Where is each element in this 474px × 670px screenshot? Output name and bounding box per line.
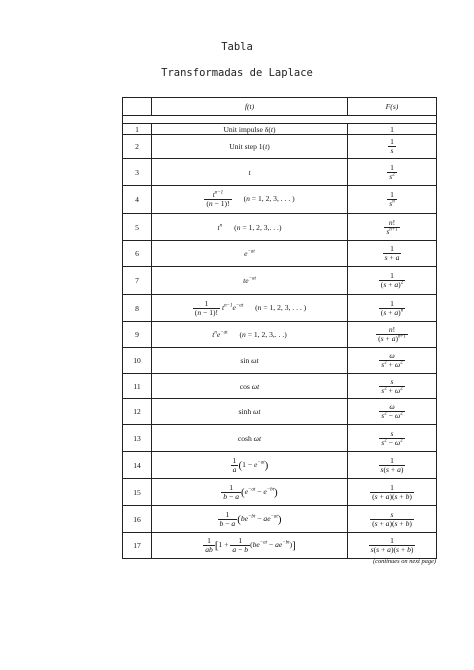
table-row: 13 cosh ωt $\frac{s}{s^2 - \omega^2}$ [123,425,437,452]
table-row: 14 $\frac{1}{a}$ $(1 - e^{-at})$ $\frac{1}{s(s + a)}$ [123,452,437,479]
table-row: 11 cos ωt $\frac{s}{s^2 + \omega^2}$ [123,374,437,399]
table-row: 17 $\frac{1}{ab}$ [1 + $\frac{1}{a - b}$ $(be^{-at} - ae^{-bt})$] $\frac{1}{s(s + a)(s + b)}$ [123,533,437,559]
continuation-note: (continues on next page) [373,558,436,565]
header-F-of-s: F(s) [348,98,437,116]
table-row: 16 $\frac{1}{b - a}$ $(be^{-bt} - ae^{-at})$ $\frac{s}{(s + a)(s + b)}$ [123,506,437,533]
table-row: 2 Unit step 1(t) $\frac{1}{s}$ [123,135,437,159]
table-row: 10 sin ωt $\frac{\omega}{s^2 + \omega^2}$ [123,348,437,374]
table-row: 6 $e^{-at}$ $\frac{1}{s + a}$ [123,241,437,267]
table-row: 9 $t^ne^{-at}$ (n = 1, 2, 3,. . .) $\frac{n!}{(s + a)^{n+1}}$ [123,322,437,348]
page-title: Tabla [221,41,253,53]
table-header-row [123,98,437,116]
table-row: 4 $\frac{t^{n-1}}{(n - 1)!}$ (n = 1, 2, 3, . . . ) $\frac{1}{s^n}$ [123,186,437,214]
header-f-of-t: f(t) [152,98,348,116]
table-row: 7 $te^{-at}$ $\frac{1}{(s + a)^2}$ [123,267,437,295]
table-row: 12 sinh ωt $\frac{\omega}{s^2 - \omega^2}$ [123,399,437,425]
table-row: 3 t $\frac{1}{s^2}$ [123,159,437,186]
laplace-table [122,97,437,559]
page-subtitle: Transformadas de Laplace [161,67,313,79]
table-row: 5 $t^n$ (n = 1, 2, 3,. . .) $\frac{n!}{s^{n+1}}$ [123,214,437,241]
header-number [123,98,152,116]
table-row: 1 Unit impulse δ(t) 1 [123,124,437,135]
table-row: 15 $\frac{1}{b - a}$ $(e^{-at} - e^{-bt})$ $\frac{1}{(s + a)(s + b)}$ [123,479,437,506]
table-row: 8 $\frac{1}{(n - 1)!}$ $t^{n-1}e^{-at}$ (n = 1, 2, 3, . . . ) $\frac{1}{(s + a)^n}$ [123,295,437,322]
